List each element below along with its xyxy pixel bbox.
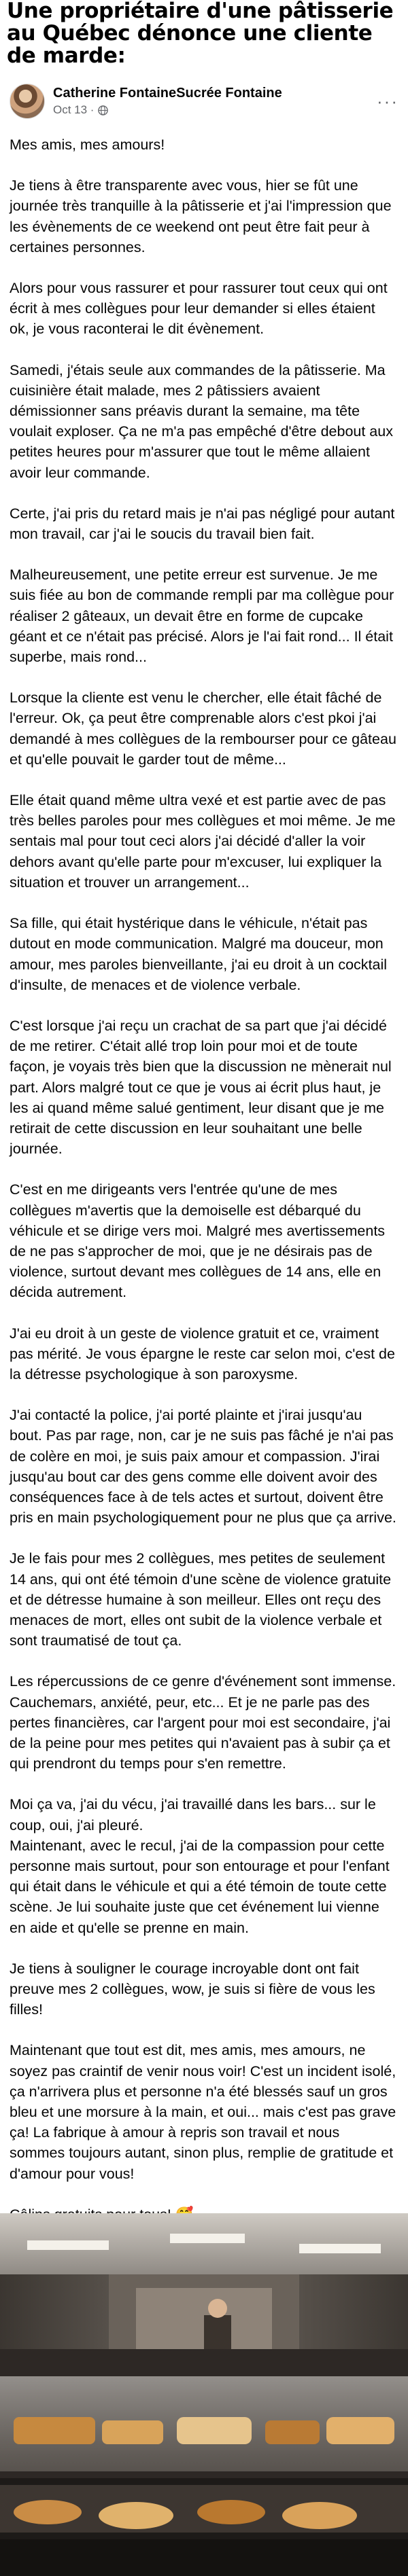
post-meta: [53, 103, 373, 117]
author-name[interactable]: Catherine FontaineSucrée Fontaine: [53, 86, 282, 101]
post-paragraph: J'ai eu droit à un geste de violence gratuit et ce, vraiment pas mérité. Je vous épargne le reste car selon moi, c'est de la détresse psychologique à son paroxysme.: [10, 1325, 395, 1382]
post-paragraph: Elle était quand même ultra vexé et est partie avec de pas très belles paroles pour mes collègues et moi même. Je me sentais mal pour tout ceci alors j'ai décidé d'aller la voir dehors avant qu'elle parte pour m'excuser, lui expliquer la situation et trouver un arrangement...: [10, 792, 396, 891]
post-paragraph: Je tiens à souligner le courage incroyable dont ont fait preuve mes 2 collègues, wow, je suis si fière de vous les filles!: [10, 1960, 375, 2018]
post-paragraph: Maintenant que tout est dit, mes amis, mes amours, ne soyez pas craintif de venir nous voir! C'est un incident isolé, ça n'arrivera plus et personne n'a été blessés sauf un gros bleu et une morsure à la main, et oui... mais c'est pas grave ça! La fabrique à amour à repris son travail et nous sommes toujours autant, sinon plus, remplie de gratitude et d'amour pour vous!: [10, 2042, 396, 2182]
post-paragraph: Moi ça va, j'ai du vécu, j'ai travaillé dans les bars... sur le coup, oui, j'ai pleuré. Maintenant, avec le recul, j'ai de la compassion pour cette personne mais surtout, pour son entourage et pour l'enfant qui était dans le véhicule et qui a été témoin de toute cette scène. Je lui souhaite juste que cet événement lui vienne en aide et qu'elle se prenne en main.: [10, 1796, 390, 1936]
post-paragraph: J'ai contacté la police, j'ai porté plainte et j'irai jusqu'au bout. Pas par rage, non, car je ne suis pas fâché je n'ai pas de colère en moi, je suis paix amour et compassion. J'irai jusqu'au bout car des gens comme elle doivent avoir des conséquences face à de tels actes et surtout, doivent être pris en main psychologiquement pour ne plus que ça arrive.: [10, 1407, 396, 1526]
post-paragraph: Malheureusement, une petite erreur est survenue. Je me suis fiée au bon de commande rempli par ma collègue pour réaliser 2 gâteaux, un devait être en forme de cupcake géant et ce n'était pas précisé. Alors je l'ai fait rond... Il était superbe, mais rond...: [10, 567, 394, 666]
author-avatar[interactable]: [10, 84, 45, 119]
post-paragraph: C'est lorsque j'ai reçu un crachat de sa part que j'ai décidé de me retirer. C'était allé trop loin pour moi et de toute façon, je voyais très bien que la discussion ne mènerait nul part. Alors malgré tout ce que je vous ai écrit plus haut, je les ai quand même salué gentiment, leur disant que je me retirait de cette discussion en leur souhaitant une belle journée.: [10, 1017, 392, 1158]
post-header: [0, 76, 408, 126]
globe-icon: [98, 105, 108, 115]
post-paragraph: Je le fais pour mes 2 collègues, mes petites de seulement 14 ans, qui ont été témoin d'une scène de violence gratuite et de détresse humaine à son meilleur. Elles ont reçu des menaces de mort, elles ont subit de la violence verbale et sont traumatisé de tout ça.: [10, 1550, 392, 1649]
post-paragraph: Je tiens à être transparente avec vous, hier se fût une journée très tranquille à la pâtisserie et j'ai l'impression que les évènements de ce weekend ont peut être fait peur à certaines personnes.: [10, 177, 392, 255]
post-paragraph: Mes amis, mes amours!: [10, 137, 165, 153]
post-paragraph: Les répercussions de ce genre d'événement sont immense. Cauchemars, anxiété, peur, etc... Et je ne parle pas des pertes financières, car l'argent pour moi est secondaire, j'ai de la peine pour mes petites qui n'avaient pas à subir ça et qui prendront du temps pour s'en remettre.: [10, 1673, 396, 1772]
post-paragraph: Samedi, j'étais seule aux commandes de la pâtisserie. Ma cuisinière était malade, mes 2 pâtissiers avaient démissionner sans préavis durant la semaine, ma tête voulait exploser. Ça ne m'a pas empêché d'être debout aux petites heures pour m'assurer que tout le même allaient avoir leur commande.: [10, 361, 393, 481]
post-paragraph: Lorsque la cliente est venu le chercher, elle était fâché de l'erreur. Ok, ça peut être comprenable alors c'est pkoi j'ai demandé à mes collègues de la rembourser pour ce gâteau et qu'elle pouvait le garder tout de même...: [10, 690, 396, 768]
post-body: [0, 126, 408, 2245]
post-date[interactable]: Oct 13 ·: [53, 103, 95, 116]
post-paragraph: Alors pour vous rassurer et pour rassurer tout ceux qui ont écrit à mes collègues pour leur demander si elles étaient ok, je vous raconterai le dit évènement.: [10, 280, 388, 338]
post-paragraph: C'est en me dirigeants vers l'entrée qu'une de mes collègues m'avertis que la demoiselle est débarqué du véhicule et se dirige vers moi. Malgré mes avertissements de ne pas s'approcher de moi, que je ne désirais pas de violence, surtout devant mes collègues de 14 ans, elle en décida autrement.: [10, 1181, 386, 1301]
more-icon[interactable]: ···: [377, 90, 398, 111]
headline: Une propriétaire d'une pâtisserie au Québec dénonce une cliente de marde:: [7, 0, 394, 68]
post-paragraph: Certe, j'ai pris du retard mais je n'ai pas négligé pour autant mon travail, car j'ai le soucis du travail bien fait.: [10, 505, 395, 543]
bakery-photo: [0, 2213, 408, 2576]
bakery-interior-image: [0, 2213, 408, 2576]
post-paragraph: Sa fille, qui était hystérique dans le véhicule, n'était pas dutout en mode communication. Malgré ma douceur, mon amour, mes paroles bienveillante, j'ai eu droit à un cocktail d'insulte, de menaces et de violence verbale.: [10, 915, 388, 993]
author-info: [53, 86, 373, 117]
